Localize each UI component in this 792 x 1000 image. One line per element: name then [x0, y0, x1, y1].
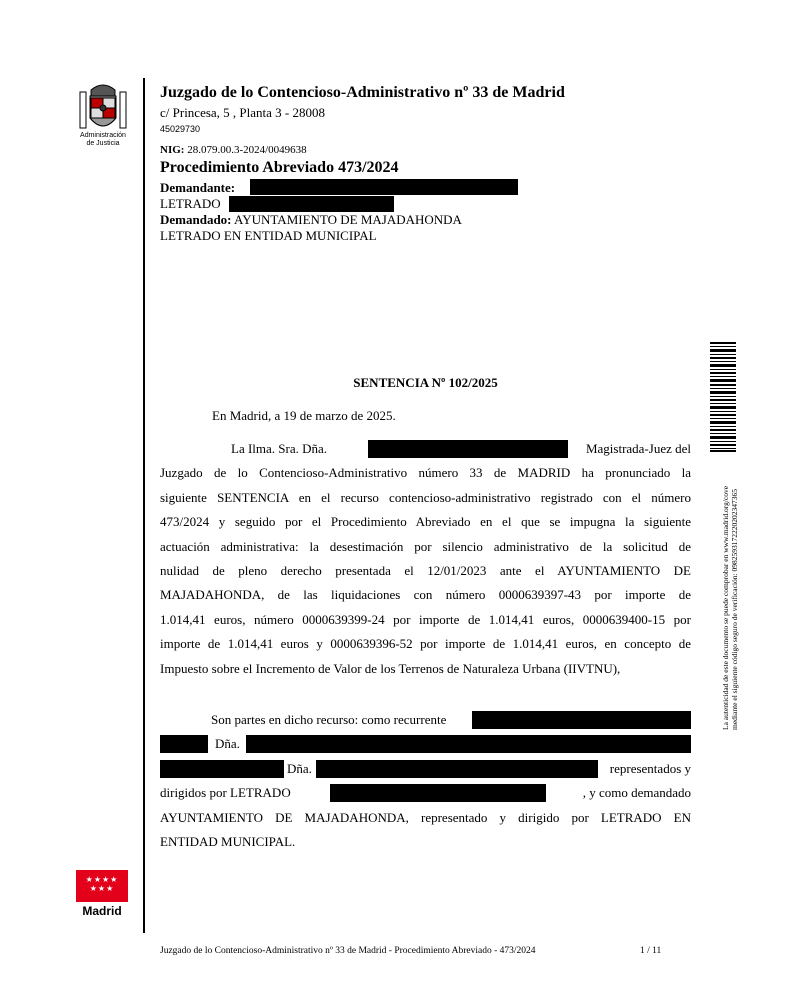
p2-line-6: ENTIDAD MUNICIPAL.: [160, 833, 296, 849]
p1-start-text: La Ilma. Sra. Dña.: [231, 441, 328, 456]
redaction-recurrente-4: [160, 760, 284, 778]
p2-line-3: [160, 757, 691, 781]
p2-representados: representados y: [609, 760, 691, 776]
p1-line-2: siguiente SENTENCIA en el recurso contencioso-administrativo registrado con el número: [160, 489, 691, 505]
court-code: 45029730: [160, 124, 201, 134]
p1-line-1: Juzgado de lo Contencioso-Administrativo número 33 de MADRID ha pronunciado la: [160, 465, 691, 481]
court-address: c/ Princesa, 5 , Planta 3 - 28008: [160, 105, 325, 120]
court-title: Juzgado de lo Contencioso-Administrativo nº 33 de Madrid: [160, 84, 565, 101]
nig-label: NIG:: [160, 144, 185, 156]
p2-line-1: [160, 708, 691, 732]
p2-dna-2: Dña.: [287, 760, 312, 776]
demandante-line: [160, 180, 235, 196]
redaction-magistrada: [368, 440, 568, 458]
verification-line-1: La autenticidad de este documento se puede comprobar en www.madrid.org/cove: [721, 485, 730, 730]
p1-line-8: importe de 1.014,41 euros y 0000639396-52 por importe de 1.014,41 euros, en concepto de: [160, 636, 691, 652]
demandado-value: AYUNTAMIENTO DE MAJADAHONDA: [231, 212, 462, 227]
madrid-stars-icon: ★★★★ ★★★: [85, 875, 119, 893]
p2-demandado: , y como demandado: [582, 785, 691, 801]
vertical-divider: [143, 78, 145, 933]
p1-line-4: actuación administrativa: la desestimación por silencio administrativo de la solicitud de: [160, 538, 691, 554]
p2-dna-1: Dña.: [215, 736, 240, 752]
sentence-title: SENTENCIA Nº 102/2025: [353, 375, 498, 390]
date-line: En Madrid, a 19 de marzo de 2025.: [212, 408, 396, 423]
admin-label-line2: de Justicia: [86, 140, 120, 147]
paragraph-2: [160, 708, 691, 854]
p2-line-5: AYUNTAMIENTO DE MAJADAHONDA, representado y dirigido por LETRADO EN: [160, 809, 691, 825]
demandado-label: Demandado:: [160, 212, 232, 227]
redaction-demandante: [250, 179, 518, 195]
page-number: 1 / 11: [640, 946, 662, 956]
p2-start-text: Son partes en dicho recurso: como recurrente: [211, 712, 447, 727]
p1-line-5: nulidad de pleno derecho presentada el 12/01/2023 ante el AYUNTAMIENTO DE: [160, 562, 691, 578]
p1-line-7: 1.014,41 euros, número 0000639399-24 por importe de 1.014,41 euros, 0000639400-15 por: [160, 611, 691, 627]
redaction-recurrente-5: [316, 760, 598, 778]
paragraph-1: [160, 437, 691, 681]
p1-last-line: Impuesto sobre el Incremento de Valor de los Terrenos de Naturaleza Urbana (IIVTNU),: [160, 660, 621, 676]
redaction-recurrente-1: [472, 711, 691, 729]
madrid-logo: [76, 870, 128, 902]
demandante-label: Demandante:: [160, 180, 236, 195]
p1-line-6: MAJADAHONDA, de las liquidaciones con número 0000639397-43 por importe de: [160, 587, 691, 603]
letrado-line: LETRADO: [160, 196, 221, 211]
paragraph-1-first-line: [160, 437, 691, 461]
p2-line-4: [160, 781, 691, 805]
nig-line: [160, 144, 307, 156]
footer-text: Juzgado de lo Contencioso-Administrativo nº 33 de Madrid - Procedimiento Abreviado - 473/2024: [160, 946, 536, 956]
p2-line-2: [160, 732, 691, 756]
redaction-recurrente-2: [160, 735, 208, 753]
p1-end-text: Magistrada-Juez del: [585, 441, 691, 456]
admin-label-line1: Administración: [80, 132, 126, 139]
verification-text: [721, 440, 739, 730]
redaction-recurrente-3: [246, 735, 691, 753]
nig-value: 28.079.00.3-2024/0049638: [184, 144, 307, 156]
letrado-entidad-line: LETRADO EN ENTIDAD MUNICIPAL: [160, 228, 377, 243]
coat-of-arms-icon: [76, 78, 130, 136]
p1-line-3: 473/2024 y seguido por el Procedimiento Abreviado en el que se impugna la siguiente: [160, 514, 691, 530]
redaction-letrado: [229, 196, 394, 212]
redaction-letrado-2: [330, 784, 546, 802]
madrid-label: Madrid: [82, 904, 122, 918]
barcode-icon: [710, 342, 736, 452]
admin-justicia-label: [66, 132, 140, 148]
procedure-title: Procedimiento Abreviado 473/2024: [160, 159, 399, 176]
demandado-line: [160, 212, 462, 228]
verification-line-2: mediante el siguiente código seguro de verificación: 0982593172220202347365: [730, 489, 739, 730]
p2-dirigidos: dirigidos por LETRADO: [160, 785, 291, 801]
